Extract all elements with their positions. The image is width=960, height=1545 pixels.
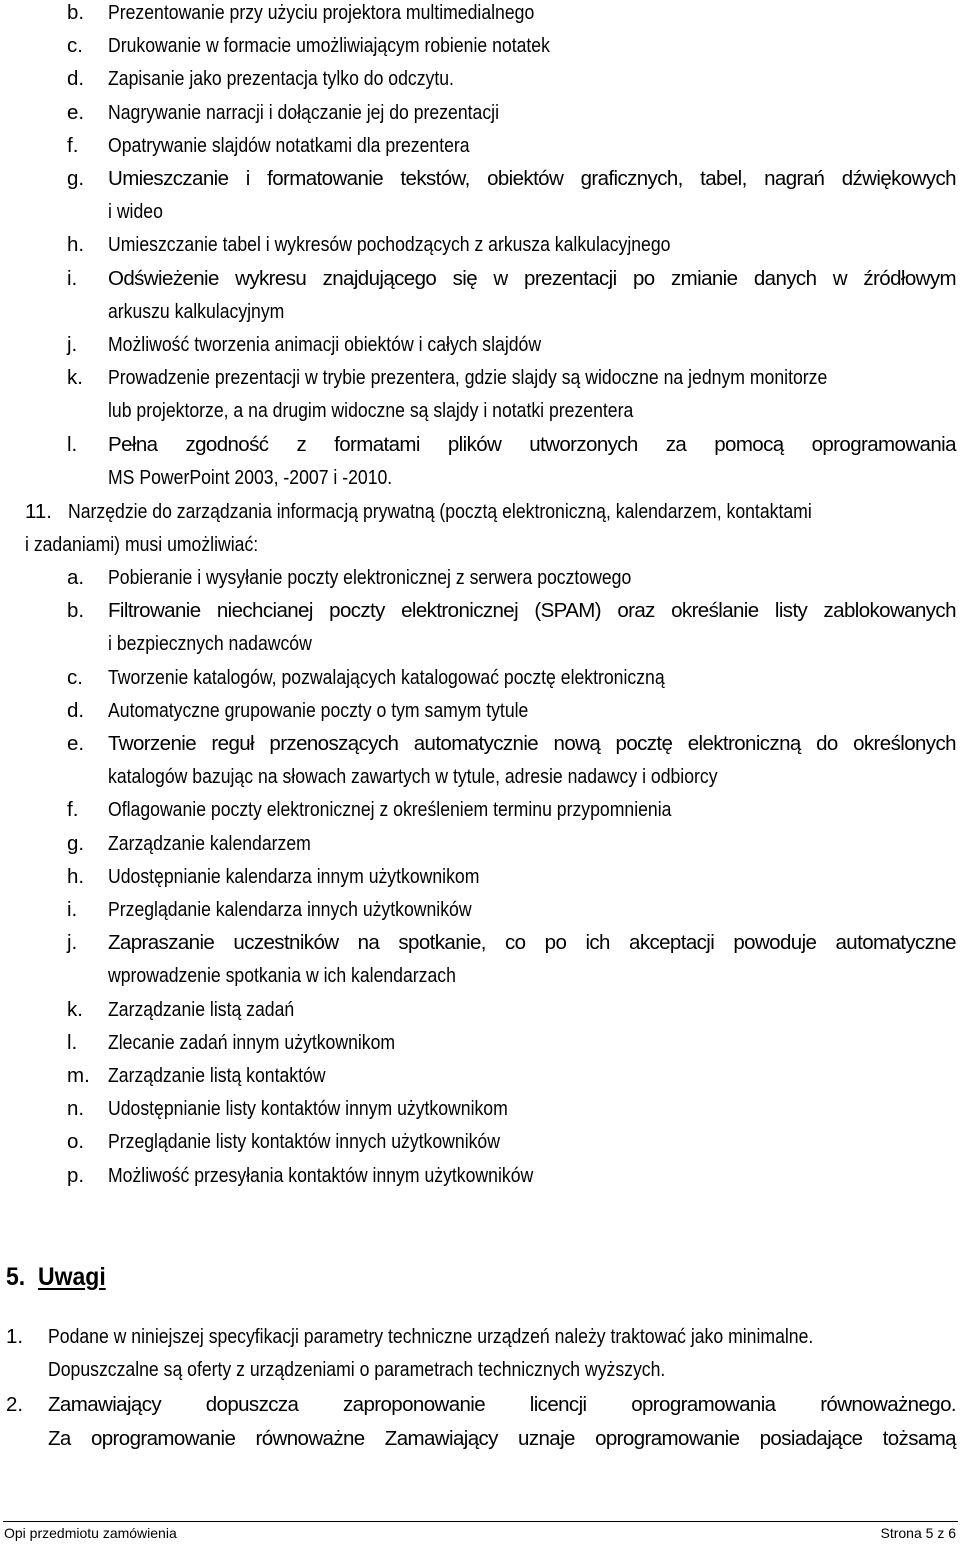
item-line bbox=[108, 199, 172, 225]
line-text: Prezentowanie przy użyciu projektora multimedialnego bbox=[108, 1, 535, 24]
item-line: Umieszczanie i formatowanie tekstów, obiektów graficznych, tabel, nagrań dźwiękowych bbox=[108, 167, 956, 190]
list-marker: f. bbox=[67, 798, 79, 822]
item-line bbox=[108, 565, 716, 591]
item-line bbox=[108, 963, 513, 989]
footer-rule bbox=[3, 1521, 958, 1522]
item-line bbox=[108, 66, 510, 92]
list-marker: f. bbox=[67, 133, 79, 157]
list-marker: g. bbox=[67, 831, 85, 855]
line-text: Drukowanie w formacie umożliwiającym robienie notatek bbox=[108, 34, 550, 58]
line-text: Opatrywanie slajdów notatkami dla prezentera bbox=[108, 133, 470, 157]
line-text: Pobieranie i wysyłanie poczty elektronicznej z serwera pocztowego bbox=[108, 566, 632, 589]
item-line bbox=[108, 997, 325, 1023]
list-marker: d. bbox=[67, 67, 85, 91]
line-text: Umieszczanie tabel i wykresów pochodzących z arkusza kalkulacyjnego bbox=[108, 233, 671, 257]
line-text: Przeglądanie listy kontaktów innych użytkowników bbox=[108, 1130, 500, 1154]
list-marker: o. bbox=[67, 1130, 85, 1154]
item-line bbox=[108, 398, 719, 424]
item-line: Tworzenie reguł przenoszących automatycznie nową pocztę elektroniczną do określonych bbox=[108, 732, 956, 755]
item-line bbox=[108, 665, 755, 691]
line-text: wprowadzenie spotkania w ich kalendarzach bbox=[108, 964, 456, 988]
item-line bbox=[108, 1063, 361, 1089]
item-line bbox=[108, 698, 597, 724]
line-text: Zarządzanie kalendarzem bbox=[108, 831, 311, 855]
list-marker: j. bbox=[67, 333, 78, 356]
item-line bbox=[108, 1096, 573, 1122]
line-text: Zlecanie zadań innym użytkownikom bbox=[108, 1030, 396, 1054]
list-marker: d. bbox=[67, 698, 85, 722]
line-text: i wideo bbox=[108, 200, 163, 224]
line-text: Udostępnianie listy kontaktów innym użytkownikom bbox=[108, 1097, 508, 1121]
list-marker: a. bbox=[67, 566, 85, 589]
item-line bbox=[108, 764, 817, 790]
item-line bbox=[108, 1129, 564, 1155]
item-line bbox=[108, 897, 531, 923]
line-text: lub projektorze, a na drugim widoczne są slajdy i notatki prezentera bbox=[108, 399, 634, 423]
item-line bbox=[108, 1030, 442, 1056]
list-marker: n. bbox=[67, 1097, 85, 1121]
line-text: Udostępnianie kalendarza innym użytkownikom bbox=[108, 864, 480, 888]
list-marker: b. bbox=[67, 599, 85, 623]
item-line: Za oprogramowanie równoważne Zamawiający uznaje oprogramowanie posiadające tożsamą bbox=[48, 1426, 956, 1450]
item-line bbox=[108, 465, 438, 491]
list-marker: c. bbox=[67, 665, 83, 689]
line-text: Prowadzenie prezentacji w trybie prezentera, gdzie slajdy są widoczne na jednym monitorze bbox=[108, 366, 828, 390]
list-marker: 1. bbox=[6, 1325, 24, 1348]
list-marker: g. bbox=[67, 167, 85, 190]
line-text: Zarządzanie listą kontaktów bbox=[108, 1064, 326, 1087]
item-line bbox=[108, 299, 313, 325]
item-line bbox=[108, 864, 540, 890]
line-text: Przeglądanie kalendarza innych użytkowników bbox=[108, 898, 472, 921]
item-line bbox=[108, 332, 612, 358]
line-text: Tworzenie katalogów, pozwalających katalogować pocztę elektroniczną bbox=[108, 665, 665, 689]
item-line bbox=[108, 631, 345, 657]
item-line: Filtrowanie niechcianej poczty elektronicznej (SPAM) oraz określanie listy zablokowanych bbox=[108, 599, 956, 623]
list-marker: j. bbox=[67, 931, 78, 955]
line-text: Zarządzanie listą zadań bbox=[108, 997, 295, 1021]
item-line bbox=[108, 797, 763, 823]
line-text: Podane w niniejszej specyfikacji parametry techniczne urządzeń należy traktować jako minimalne. bbox=[48, 1325, 814, 1348]
footer-left: Opi przedmiotu zamówienia bbox=[4, 1525, 177, 1541]
section-heading bbox=[6, 1261, 114, 1293]
list-marker: m. bbox=[67, 1064, 90, 1087]
list-marker: e. bbox=[67, 100, 85, 124]
line-text: Automatyczne grupowanie poczty o tym samym tytule bbox=[108, 698, 529, 722]
line-text: Nagrywanie narracji i dołączanie jej do prezentacji bbox=[108, 100, 500, 124]
item-line: Pełna zgodność z formatami plików utworzonych za pomocą oprogramowania bbox=[108, 432, 956, 456]
line-text: katalogów bazując na słowach zawartych w tytule, adresie nadawcy i odbiorcy bbox=[108, 765, 718, 789]
item-line bbox=[108, 133, 528, 159]
item-line bbox=[108, 365, 944, 391]
line-text: Dopuszczalne są oferty z urządzeniami o parametrach technicznych wyższych. bbox=[48, 1358, 666, 1382]
item-line: Zamawiający dopuszcza zaproponowanie licencji oprogramowania równoważnego. bbox=[48, 1393, 956, 1417]
line-text: i bezpiecznych nadawców bbox=[108, 632, 312, 656]
list-marker: k. bbox=[67, 997, 83, 1021]
line-text: Narzędzie do zarządzania informacją prywatną (pocztą elektroniczną, kalendarzem, kontaktami bbox=[68, 499, 812, 523]
list-marker: b. bbox=[67, 1, 85, 24]
item-line bbox=[108, 33, 622, 59]
item-line bbox=[108, 831, 344, 857]
list-marker: i. bbox=[67, 898, 78, 921]
item-line: Odświeżenie wykresu znajdującego się w prezentacji po zmianie danych w źródłowym bbox=[108, 266, 956, 290]
section-title: Uwagi bbox=[37, 1263, 106, 1291]
line-text: MS PowerPoint 2003, -2007 i -2010. bbox=[108, 465, 393, 489]
item-line: Zapraszanie uczestników na spotkanie, co po ich akceptacji powoduje automatyczne bbox=[108, 931, 956, 955]
item-line bbox=[108, 1163, 602, 1189]
list-marker: 11. bbox=[25, 499, 52, 523]
line-text: Możliwość tworzenia animacji obiektów i całych slajdów bbox=[108, 333, 542, 356]
item-line bbox=[108, 100, 563, 126]
line-text: Zapisanie jako prezentacja tylko do odczytu. bbox=[108, 67, 454, 91]
item-line bbox=[108, 0, 604, 26]
item-line bbox=[48, 1324, 938, 1350]
line-text: Oflagowanie poczty elektronicznej z określeniem terminu przypomnienia bbox=[108, 798, 672, 822]
list-marker: l. bbox=[67, 1030, 78, 1054]
list-marker: p. bbox=[67, 1163, 85, 1187]
line-text: arkuszu kalkulacyjnym bbox=[108, 299, 285, 323]
item-line bbox=[68, 499, 933, 525]
list-marker: c. bbox=[67, 34, 83, 58]
list-marker: l. bbox=[67, 432, 78, 456]
item-line bbox=[48, 1357, 766, 1383]
list-marker: k. bbox=[67, 366, 83, 390]
item-line bbox=[108, 232, 762, 258]
line-text: Możliwość przesyłania kontaktów innym użytkowników bbox=[108, 1163, 534, 1187]
list-marker: h. bbox=[67, 864, 85, 888]
footer-page-number: Strona 5 z 6 bbox=[880, 1525, 956, 1541]
list-marker: i. bbox=[67, 266, 78, 290]
item-line bbox=[25, 532, 296, 558]
section-number: 5. bbox=[6, 1263, 26, 1291]
line-text: i zadaniami) musi umożliwiać: bbox=[25, 532, 259, 556]
list-marker: e. bbox=[67, 732, 85, 755]
list-marker: h. bbox=[67, 233, 85, 257]
list-marker: 2. bbox=[6, 1393, 24, 1417]
